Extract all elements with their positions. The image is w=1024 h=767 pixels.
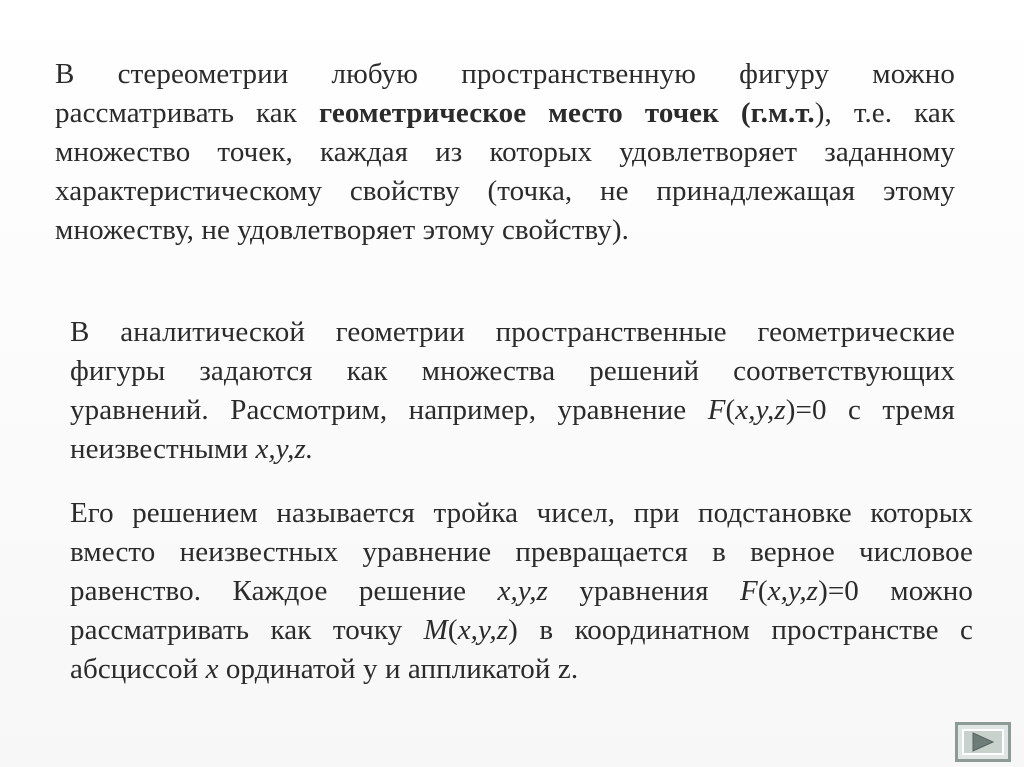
next-slide-button[interactable] bbox=[955, 722, 1011, 762]
paragraph-text: В стереометрии любую пространственную фигуру можно рассматривать как bbox=[55, 58, 955, 129]
variables: x,y,z bbox=[497, 575, 548, 607]
paragraph-text: ) в координатном пространстве с абсциссой bbox=[70, 614, 973, 685]
paren-open: ( bbox=[725, 394, 736, 426]
variables: x,y,z bbox=[735, 394, 786, 426]
paragraph-stereometry bbox=[55, 55, 955, 250]
paragraph-text: )=0 можно рассматривать как точку bbox=[70, 575, 973, 646]
function-symbol: F bbox=[740, 575, 758, 607]
variable-x: x bbox=[205, 653, 219, 685]
paragraph-solution bbox=[70, 494, 973, 689]
paragraph-analytic-geometry bbox=[70, 313, 955, 469]
function-symbol: F bbox=[707, 394, 726, 426]
bold-term-gmt: геометрическое место точек (г.м.т. bbox=[318, 97, 815, 129]
paren-open: ( bbox=[447, 614, 458, 646]
paragraph-text: В аналитической геометрии пространственные геометрические фигуры задаются как множества решений соответствующих уравнений. Рассмотрим, например, уравнение bbox=[70, 316, 955, 426]
variables: x,y,z. bbox=[255, 433, 314, 465]
variables: x,y,z bbox=[457, 614, 509, 646]
paren-open: ( bbox=[757, 575, 768, 607]
point-symbol: M bbox=[423, 614, 448, 646]
variables: x,y,z bbox=[767, 575, 819, 607]
paragraph-text: ординатой y и аппликатой z. bbox=[218, 653, 579, 685]
paragraph-text: ), т.е. как множество точек, каждая из которых удовлетворяет заданному характеристическому свойству (точка, не принадлежащая этому множеству, не удовлетворяет этому свойству). bbox=[55, 97, 956, 246]
play-triangle-icon bbox=[970, 731, 996, 753]
paragraph-text: уравнения bbox=[547, 575, 741, 607]
paragraph-text: Его решением называется тройка чисел, при подстановке которых вместо неизвестных уравнение превращается в верное числовое равенство. Каждое решение bbox=[70, 497, 973, 607]
paragraph-text: )=0 с тремя неизвестными bbox=[70, 394, 956, 465]
